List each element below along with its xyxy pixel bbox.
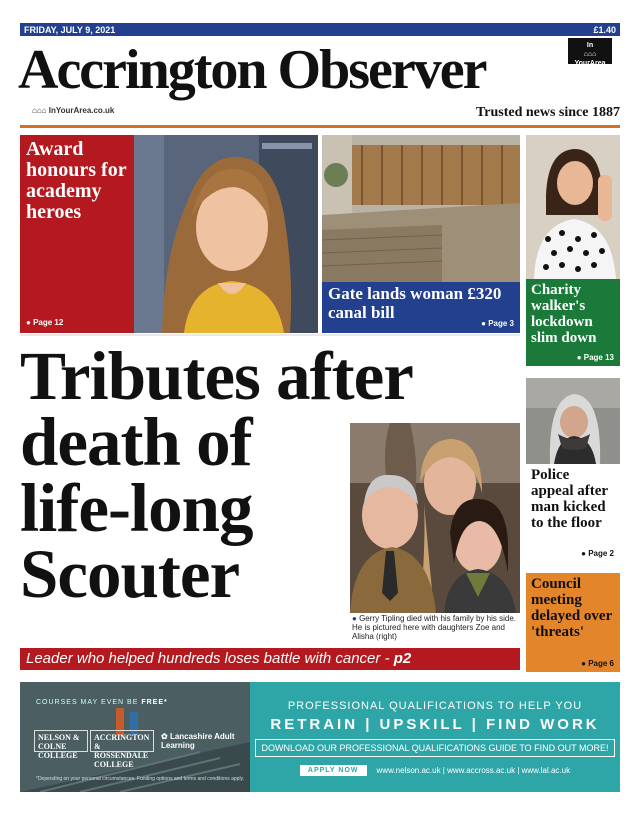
house-icon: ⌂⌂⌂ xyxy=(32,106,47,115)
panel-divider xyxy=(20,334,520,336)
masthead-title[interactable]: Accrington Observer xyxy=(18,39,486,101)
police-story-panel[interactable] xyxy=(526,464,620,562)
advert-text-panel xyxy=(250,682,620,792)
charity-photo xyxy=(526,135,620,279)
gate-page-ref: ● Page 3 xyxy=(481,319,514,328)
advert-slogan: RETRAIN | UPSKILL | FIND WORK xyxy=(270,716,600,733)
inyourarea-logo-text: InYourArea.co.uk xyxy=(48,106,115,115)
police-photo xyxy=(526,378,620,464)
headline-line: Tributes after xyxy=(20,338,413,414)
award-photo xyxy=(134,135,318,333)
badge-line2: YourArea xyxy=(574,60,606,67)
advert-heading: PROFESSIONAL QUALIFICATIONS TO HELP YOU xyxy=(287,700,583,712)
cover-price: £1.40 xyxy=(593,24,616,35)
council-headline[interactable]: Council meeting delayed over 'threats' xyxy=(531,576,612,640)
award-story-panel[interactable] xyxy=(20,135,134,333)
charity-headline[interactable]: Charity walker's lockdown slim down xyxy=(531,282,597,346)
standfirst-page: p2 xyxy=(393,650,412,667)
gate-photo xyxy=(322,135,520,282)
nelson-colne-logo: NELSON & COLNE COLLEGE xyxy=(34,730,88,752)
issue-date: FRIDAY, JULY 9, 2021 xyxy=(24,24,116,35)
headline-line: death of xyxy=(20,404,252,480)
badge-line1: In xyxy=(586,42,594,49)
courses-free-text: COURSES MAY EVEN BE FREE* xyxy=(36,699,168,706)
college-urls[interactable]: www.nelson.ac.uk | www.accross.ac.uk | www.lal.ac.uk xyxy=(376,766,571,775)
accrington-rossendale-logo: ACCRINGTON & ROSSENDALE COLLEGE xyxy=(90,730,154,752)
gate-headline[interactable]: Gate lands woman £320 canal bill xyxy=(328,284,502,322)
advert-footer xyxy=(250,765,620,776)
college-advert[interactable] xyxy=(20,682,620,792)
apply-now-button[interactable]: APPLY NOW xyxy=(300,765,367,776)
lancashire-adult-learning-logo: ✿ Lancashire Adult Learning xyxy=(161,732,235,750)
council-story-panel[interactable] xyxy=(526,573,620,672)
council-page-ref: ● Page 6 xyxy=(581,659,614,668)
lead-photo-caption: ● Gerry Tipling died with his family by his side. He is pictured here with daughters Zoe and Alisha (right) xyxy=(352,614,517,641)
house-icons: ⌂⌂⌂ xyxy=(583,51,597,58)
headline-line: life-long xyxy=(20,470,253,546)
police-headline[interactable]: Police appeal after man kicked to the floor xyxy=(531,467,608,531)
charity-story-panel[interactable] xyxy=(526,279,620,366)
lead-standfirst[interactable]: Leader who helped hundreds loses battle with cancer - p2 xyxy=(20,648,520,670)
charity-page-ref: ● Page 13 xyxy=(576,353,614,362)
police-page-ref: ● Page 2 xyxy=(581,549,614,558)
tagline: Trusted news since 1887 xyxy=(475,105,620,120)
bullet-icon: ● xyxy=(352,614,357,623)
inyourarea-badge xyxy=(568,38,612,67)
award-page-ref: ● Page 12 xyxy=(26,318,64,327)
guide-download-link[interactable]: DOWNLOAD OUR PROFESSIONAL QUALIFICATIONS GUIDE TO FIND OUT MORE! xyxy=(255,739,615,757)
advert-photo-panel xyxy=(20,682,250,792)
advert-fine-print: *Depending on your personal circumstances. Funding options and terms and conditions apply. xyxy=(36,776,245,782)
headline-line: Scouter xyxy=(20,536,240,612)
gate-story-panel[interactable] xyxy=(322,282,520,333)
header-rule xyxy=(20,125,620,128)
inyourarea-logo xyxy=(32,106,114,115)
award-headline[interactable]: Award honours for academy heroes xyxy=(26,138,127,223)
lead-photo xyxy=(350,423,520,613)
